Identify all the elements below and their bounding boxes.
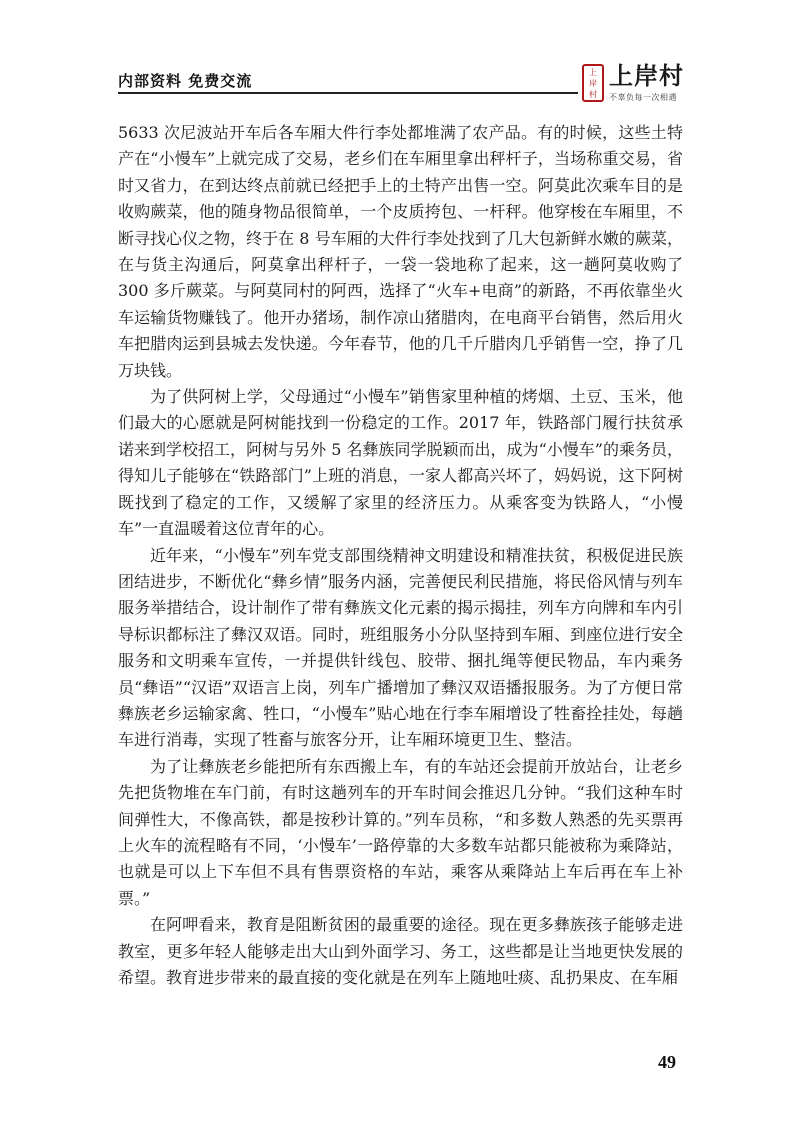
brand-seal-char: 岸 xyxy=(589,79,597,88)
brand-seal-icon xyxy=(582,64,604,102)
paragraph: 在阿呷看来，教育是阻断贫困的最重要的途径。现在更多彝族孩子能够走进教室，更多年轻人能够走出大山到外面学习、务工，这些都是让当地更快发展的希望。教育进步带来的最直接的变化就是在列车上随地吐痰、乱扔果皮、在车厢 xyxy=(118,915,683,987)
header-label: 内部资料 免费交流 xyxy=(118,72,253,90)
page-number: 49 xyxy=(658,1052,676,1072)
brand-slogan: 不辜负每一次相遇 xyxy=(609,93,677,102)
brand-seal-char: 上 xyxy=(589,68,597,77)
header-divider xyxy=(118,92,578,94)
brand-seal-char: 村 xyxy=(589,90,597,99)
brand-logo xyxy=(582,62,694,106)
article-body xyxy=(118,120,683,991)
paragraph: 为了供阿树上学，父母通过“小慢车”销售家里种植的烤烟、土豆、玉米，他们最大的心愿就是阿树能找到一份稳定的工作。2017 年，铁路部门履行扶贫承诺来到学校招工，阿树与另外 5 名彝族同学脱颖而出，成为“小慢车”的乘务员，得知儿子能够在“铁路部门”上班的消息，一家人都高兴坏了，妈妈说，这下阿树既找到了稳定的工作，又缓解了家里的经济压力。从乘客变为铁路人，“小慢车”一直温暖着这位青年的心。 xyxy=(118,387,683,539)
paragraph: 近年来，“小慢车”列车党支部围绕精神文明建设和精准扶贫，积极促进民族团结进步，不断优化“彝乡情”服务内涵，完善便民利民措施，将民俗风情与列车服务举措结合，设计制作了带有彝族文化元素的揭示揭挂，列车方向牌和车内引导标识都标注了彝汉双语。同时，班组服务小分队坚持到车厢、到座位进行安全服务和文明乘车宣传，一并提供针线包、胶带、捆扎绳等便民物品，车内乘务员“彝语”“汉语”双语言上岗，列车广播增加了彝汉双语播报服务。为了方便日常彝族老乡运输家禽、牲口，“小慢车”贴心地在行李车厢增设了牲畜拴挂处，每趟车进行消毒，实现了牲畜与旅客分开，让车厢环境更卫生、整洁。 xyxy=(118,545,683,750)
paragraph: 为了让彝族老乡能把所有东西搬上车，有的车站还会提前开放站台，让老乡先把货物堆在车门前，有时这趟列车的开车时间会推迟几分钟。“我们这种车时间弹性大，不像高铁，都是按秒计算的。”列车员称，“和多数人熟悉的先买票再上火车的流程略有不同，‘小慢车’一路停靠的大多数车站都只能被称为乘降站，也就是可以上下车但不具有售票资格的车站，乘客从乘降站上车后再在车上补票。” xyxy=(118,756,683,908)
brand-name: 上岸村 xyxy=(609,62,684,90)
paragraph: 5633 次尼波站开车后各车厢大件行李处都堆满了农产品。有的时候，这些土特产在“小慢车”上就完成了交易，老乡们在车厢里拿出秤杆子，当场称重交易，省时又省力，在到达终点前就已经把手上的土特产出售一空。阿莫此次乘车目的是收购蕨菜，他的随身物品很简单，一个皮质挎包、一杆秤。他穿梭在车厢里，不断寻找心仪之物，终于在 8 号车厢的大件行李处找到了几大包新鲜水嫩的蕨菜，在与货主沟通后，阿莫拿出秤杆子，一袋一袋地称了起来，这一趟阿莫收购了 300 多斤蕨菜。与阿莫同村的阿西，选择了“火车+电商”的新路，不再依靠坐火车运输货物赚钱了。他开办猪场，制作凉山猪腊肉，在电商平台销售，然后用火车把腊肉运到县城去发快递。今年春节，他的几千斤腊肉几乎销售一空，挣了几万块钱。 xyxy=(118,123,683,380)
